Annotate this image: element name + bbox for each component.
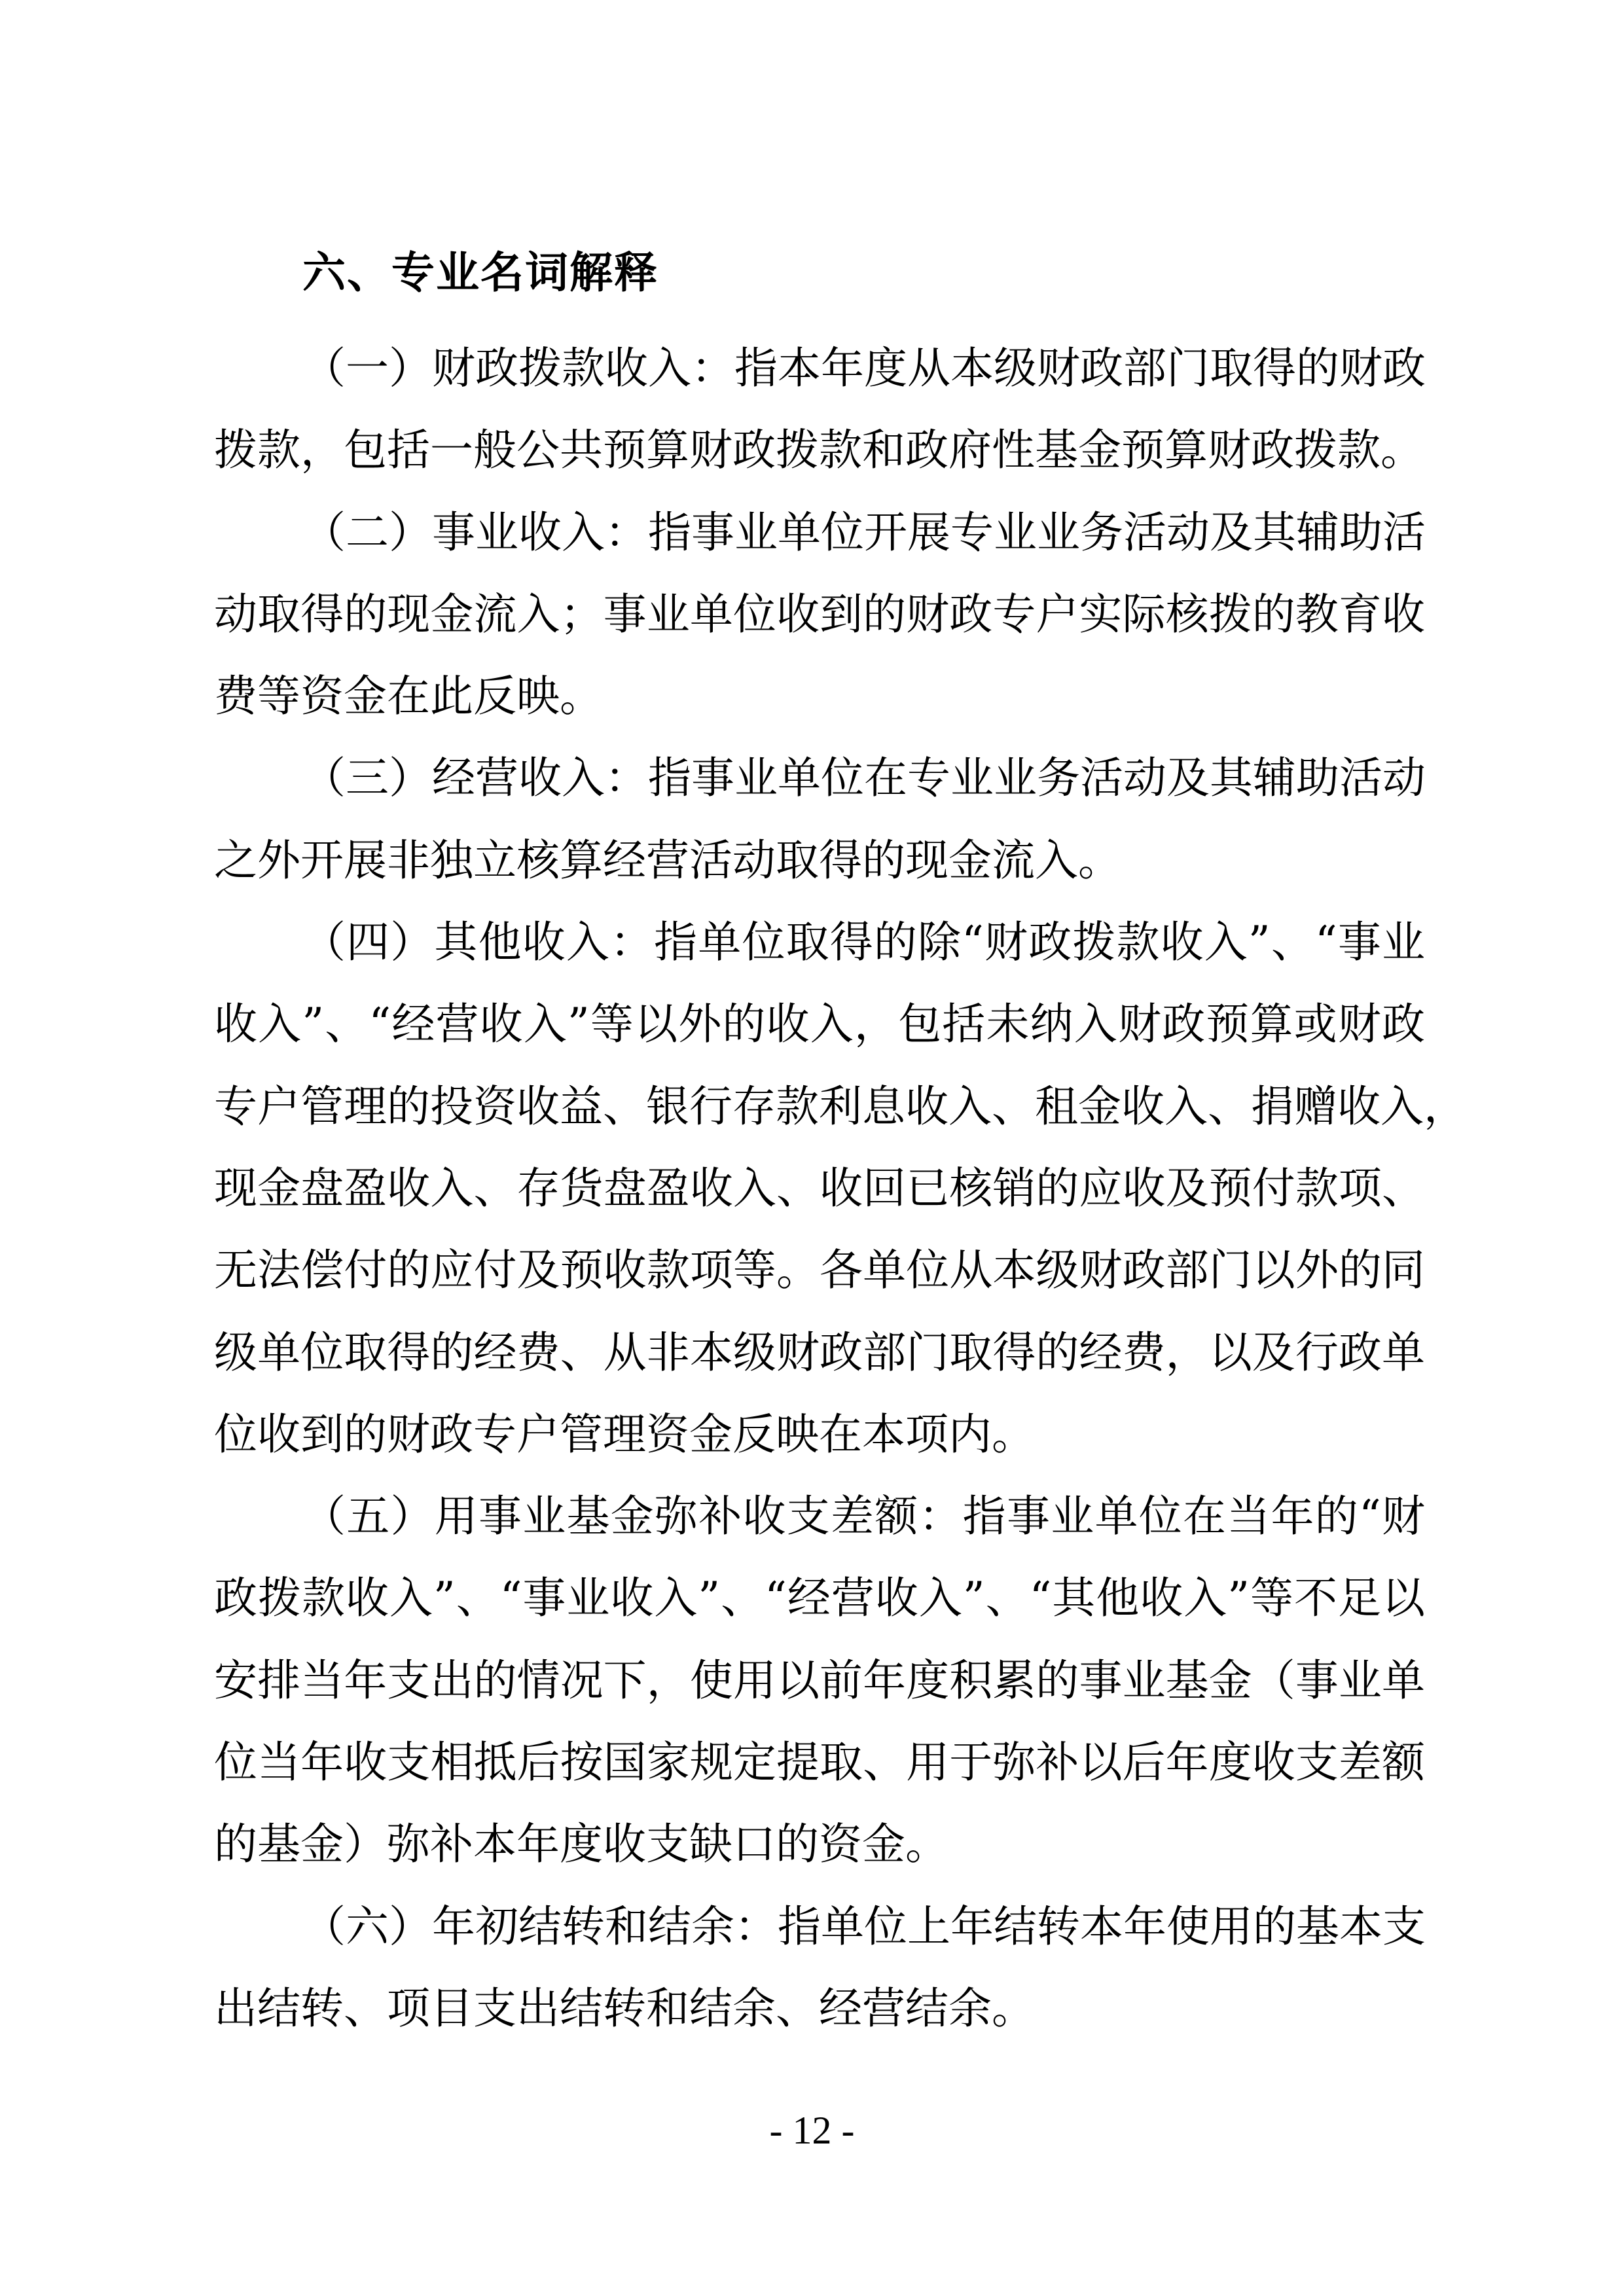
paragraph-1-line-2: 拨款，包括一般公共预算财政拨款和政府性基金预算财政拨款。 <box>214 425 1424 476</box>
paragraph-5-line-1: （五）用事业基金弥补收支差额：指事业单位在当年的“财 <box>302 1491 1425 1542</box>
paragraph-5-line-5: 的基金）弥补本年度收支缺口的资金。 <box>214 1819 948 1870</box>
paragraph-3-line-1: （三）经营收入：指事业单位在专业业务活动及其辅助活动 <box>302 753 1426 804</box>
paragraph-5-line-2: 政拨款收入”、“事业收入”、“经营收入”、“其他收入”等不足以 <box>214 1573 1425 1624</box>
paragraph-4-line-3: 专户管理的投资收益、银行存款利息收入、租金收入、捐赠收入， <box>214 1081 1467 1132</box>
paragraph-4-line-1: （四）其他收入：指单位取得的除“财政拨款收入”、“事业 <box>302 917 1425 968</box>
paragraph-5-line-4: 位当年收支相抵后按国家规定提取、用于弥补以后年度收支差额 <box>214 1737 1425 1788</box>
paragraph-1-line-1: （一）财政拨款收入：指本年度从本级财政部门取得的财政 <box>302 343 1426 393</box>
paragraph-2-line-3: 费等资金在此反映。 <box>214 671 603 722</box>
paragraph-4-line-7: 位收到的财政专户管理资金反映在本项内。 <box>214 1408 1035 1460</box>
paragraph-4-line-2: 收入”、“经营收入”等以外的收入，包括未纳入财政预算或财政 <box>214 999 1425 1050</box>
page-number: - 12 - <box>769 2109 855 2152</box>
paragraph-6-line-1: （六）年初结转和结余：指单位上年结转本年使用的基本支 <box>302 1901 1426 1952</box>
paragraph-4-line-5: 无法偿付的应付及预收款项等。各单位从本级财政部门以外的同 <box>214 1245 1425 1296</box>
document-body <box>214 327 1467 2049</box>
paragraph-6-line-2: 出结转、项目支出结转和结余、经营结余。 <box>214 1982 1035 2034</box>
paragraph-2-line-1: （二）事业收入：指事业单位开展专业业务活动及其辅助活 <box>302 507 1426 558</box>
paragraph-4-line-6: 级单位取得的经费、从非本级财政部门取得的经费，以及行政单 <box>214 1327 1425 1378</box>
section-heading: 六、专业名词解释 <box>302 247 659 298</box>
paragraph-3-line-2: 之外开展非独立核算经营活动取得的现金流入。 <box>214 834 1121 886</box>
paragraph-5-line-3: 安排当年支出的情况下，使用以前年度积累的事业基金（事业单 <box>214 1655 1425 1706</box>
paragraph-4-line-4: 现金盘盈收入、存货盘盈收入、收回已核销的应收及预付款项、 <box>214 1162 1425 1213</box>
paragraph-2-line-2: 动取得的现金流入；事业单位收到的财政专户实际核拨的教育收 <box>214 588 1425 639</box>
